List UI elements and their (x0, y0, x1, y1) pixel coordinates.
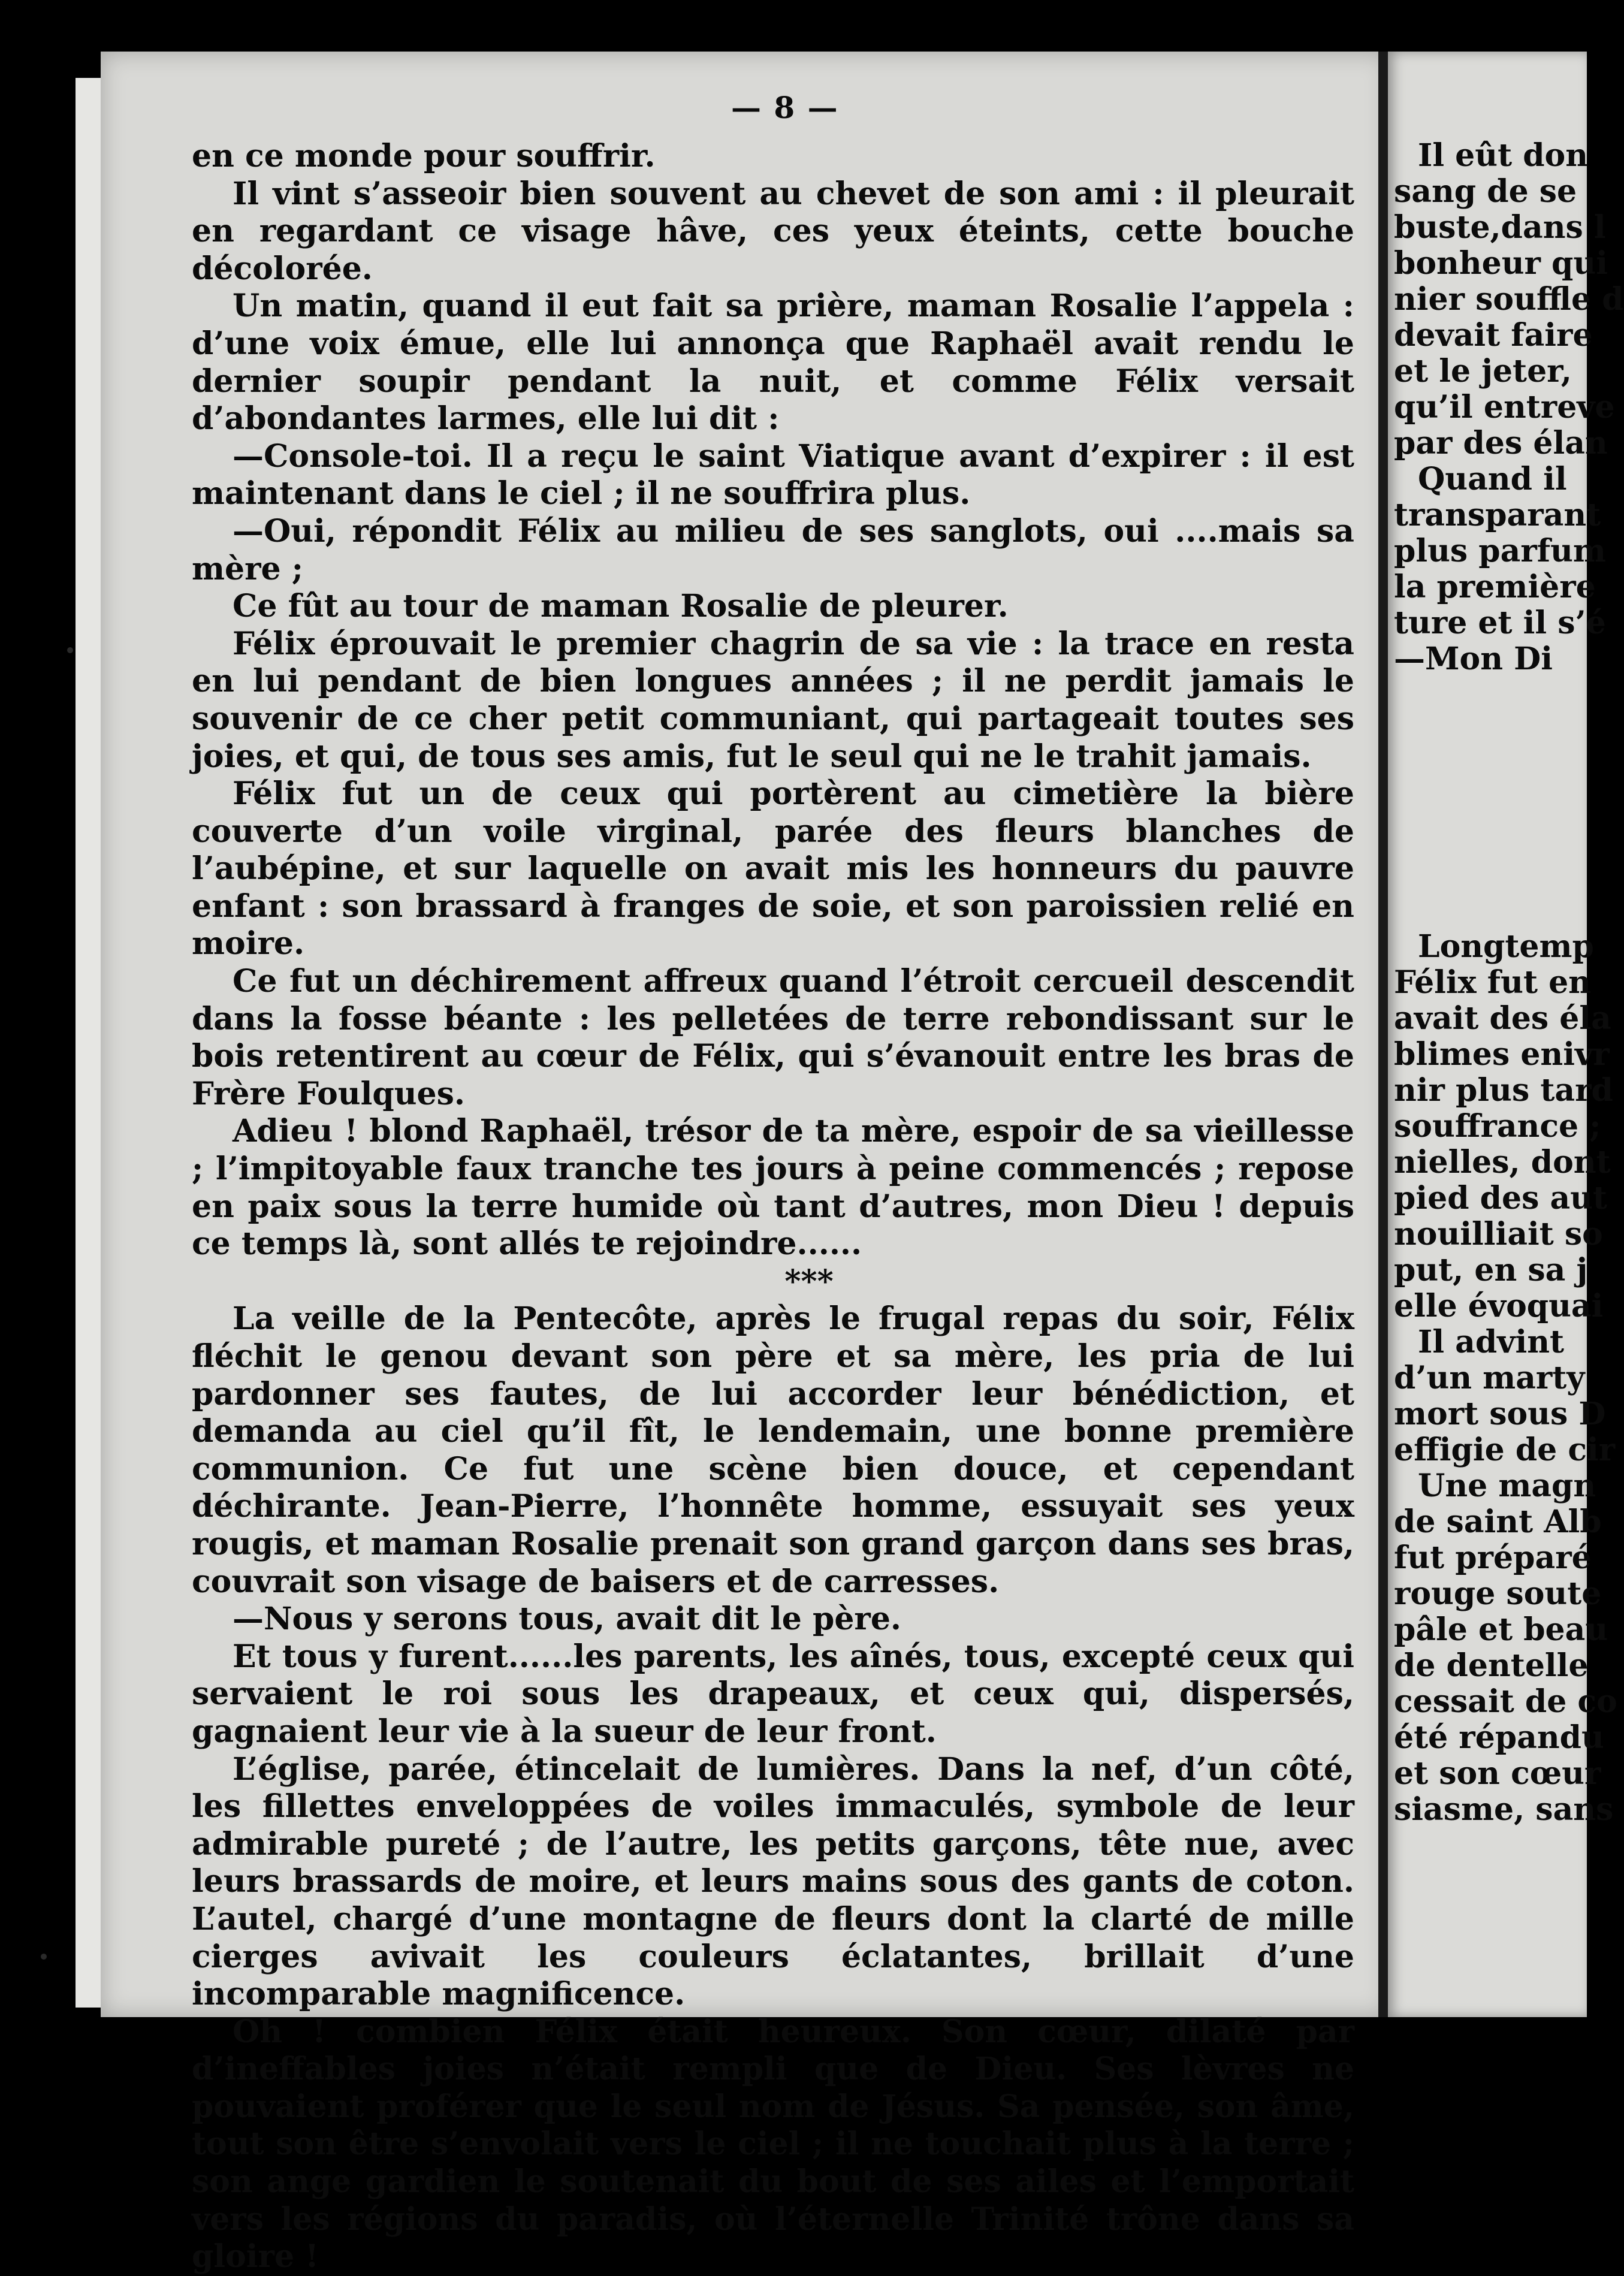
right-page-line: elle évoquai (1394, 1288, 1604, 1324)
paragraph: Il vint s’asseoir bien souvent au chevet de son ami : il pleurait en regardant ce visage hâve, ces yeux éteints, cette bouche décolorée. (192, 175, 1354, 287)
left-page-text (192, 138, 1354, 2276)
right-page-line: nir plus tard (1394, 1072, 1613, 1109)
paragraph: en ce monde pour souffrir. (192, 138, 656, 174)
right-page-line: d’un marty (1394, 1360, 1585, 1396)
right-page-line: devait faire (1394, 317, 1593, 354)
right-page-line: siasme, sans (1394, 1791, 1614, 1828)
right-page-line: Il advint (1418, 1324, 1565, 1360)
right-page-line: été répandu (1394, 1719, 1604, 1756)
right-page-text (1394, 137, 1624, 1828)
paragraph: Félix éprouvait le premier chagrin de sa vie : la trace en resta en lui pendant de bien longues années ; il ne perdit jamais le souvenir de ce cher petit communiant, qui partageait toutes ses joies, et qui, de tous ses amis, fut le seul qui ne le trahit jamais. (192, 625, 1354, 775)
scan-speck (41, 1954, 47, 1960)
section-divider: *** (784, 1263, 834, 1300)
paragraph: Ce fut un déchirement affreux quand l’étroit cercueil descendit dans la fosse béante : les pelletées de terre rebondissant sur le bois retentirent au cœur de Félix, qui s’évanouit entre les bras de Frère Foulques. (192, 963, 1354, 1112)
paragraph: Et tous y furent......les parents, les aînés, tous, excepté ceux qui servaient le roi sous les drapeaux, et ceux qui, dispersés, gagnaient leur vie à la sueur de leur front. (192, 1638, 1354, 1750)
paragraph: Un matin, quand il eut fait sa prière, maman Rosalie l’appela : d’une voix émue, elle lui annonça que Raphaël avait rendu le dernier soupir pendant la nuit, et comme Félix versait d’abondantes larmes, elle lui dit : (192, 288, 1354, 437)
right-page-line: —Mon Di (1394, 641, 1553, 677)
right-page-line: pâle et beau (1394, 1611, 1608, 1648)
paragraph: L’église, parée, étincelait de lumières. Dans la nef, d’un côté, les fillettes enveloppées de voiles immaculés, symbole de leur admirable pureté ; de l’autre, les petits garçons, tête nue, avec leurs brassards de moire, et leurs mains sous des gants de coton. L’autel, chargé d’une montagne de fleurs dont la clarté de mille cierges avivait les couleurs éclatantes, brillait d’une incomparable magnificence. (192, 1750, 1354, 2013)
right-page-line: par des élan (1394, 425, 1608, 461)
paragraph: Ce fût au tour de maman Rosalie de pleurer. (233, 588, 1009, 625)
right-page-line: et le jeter, (1394, 353, 1572, 390)
right-page-line: sang de se (1394, 173, 1577, 210)
paragraph: —Oui, répondit Félix au milieu de ses sanglots, oui ....mais sa mère ; (192, 512, 1354, 587)
right-page-line: rouge soute (1394, 1575, 1602, 1612)
right-page-line: pied des aut (1394, 1180, 1608, 1217)
right-page-line: fut préparé (1394, 1540, 1592, 1576)
right-page-line: put, en sa j (1394, 1252, 1588, 1288)
right-page-line: Il eût don (1418, 137, 1589, 174)
right-page-line: de saint Alb (1394, 1504, 1602, 1540)
right-page-line: blimes enivr (1394, 1036, 1610, 1073)
right-page-line: Longtemp (1418, 928, 1594, 965)
right-page-line: nielles, dont (1394, 1144, 1611, 1181)
right-page-line: avait des éla (1394, 1000, 1611, 1037)
right-page-line: bonheur qui (1394, 245, 1608, 282)
paragraph: Oh ! combien Félix était heureux. Son cœur, dilaté par d’ineffables joies n’était rempli que de Dieu. Ses lèvres ne pouvaient proférer que le seul nom de Jésus. Sa pensée, son âme, tout son être s’envolait vers le ciel ; il ne touchait plus à la terre ; son ange gardien le soutenait du bout de ses ailes et l’emportait vers les régions du paradis, où l’éternelle Trinité trône dans sa gloire ! (192, 2013, 1354, 2275)
paragraph: La veille de la Pentecôte, après le frugal repas du soir, Félix fléchit le genou devant son père et sa mère, les pria de lui pardonner ses fautes, de lui accorder leur bénédiction, et demanda au ciel qu’il fît, le lendemain, une bonne première communion. Ce fut une scène bien douce, et cependant déchirante. Jean-Pierre, l’honnête homme, essuyait ses yeux rougis, et maman Rosalie prenait son grand garçon dans ses bras, couvrait son visage de baisers et de carresses. (192, 1300, 1354, 1600)
paragraph: Félix fut un de ceux qui portèrent au cimetière la bière couverte d’un voile virginal, parée des fleurs blanches de l’aubépine, et sur laquelle on avait mis les honneurs du pauvre enfant : son brassard à franges de soie, et son paroissien relié en moire. (192, 775, 1354, 962)
right-page-line: nouilliait so (1394, 1216, 1603, 1252)
right-page-line: buste,dans l (1394, 209, 1606, 246)
right-page-line: de dentelle (1394, 1647, 1589, 1684)
right-page-line: Félix fut en (1394, 964, 1591, 1001)
right-page-line: nier souffle d (1394, 281, 1624, 318)
right-page-line: souffrance ; (1394, 1108, 1601, 1145)
right-page-line: Une magn (1418, 1468, 1596, 1504)
right-page-line: mort sous D (1394, 1396, 1606, 1432)
right-page-blank (1394, 677, 1587, 929)
right-page-line: plus parfum (1394, 533, 1606, 569)
right-page-line: Quand il (1418, 461, 1567, 497)
right-page-line: ture et il s’é (1394, 605, 1606, 641)
scan-speck (67, 647, 73, 653)
paragraph: —Nous y serons tous, avait dit le père. (233, 1601, 902, 1638)
right-page-line: effigie de cir (1394, 1432, 1616, 1468)
right-page-line: cessait de co (1394, 1683, 1617, 1720)
right-page-line: qu’il entreve (1394, 389, 1615, 425)
page-edge-strip (76, 78, 102, 2008)
paragraph: Adieu ! blond Raphaël, trésor de ta mère, espoir de sa vieillesse ; l’impitoyable faux tranche tes jours à peine commencés ; repose en paix sous la terre humide où tant d’autres, mon Dieu ! depuis ce temps là, sont allés te rejoindre...... (192, 1113, 1354, 1263)
paragraph: —Console-toi. Il a reçu le saint Viatique avant d’expirer : il est maintenant dans le ciel ; il ne souffrira plus. (192, 437, 1354, 512)
right-page-line: et son cœur (1394, 1755, 1601, 1792)
right-page-line: transparant (1394, 497, 1601, 533)
page-number: — 8 — (731, 90, 839, 125)
right-page-line: la première (1394, 569, 1596, 605)
